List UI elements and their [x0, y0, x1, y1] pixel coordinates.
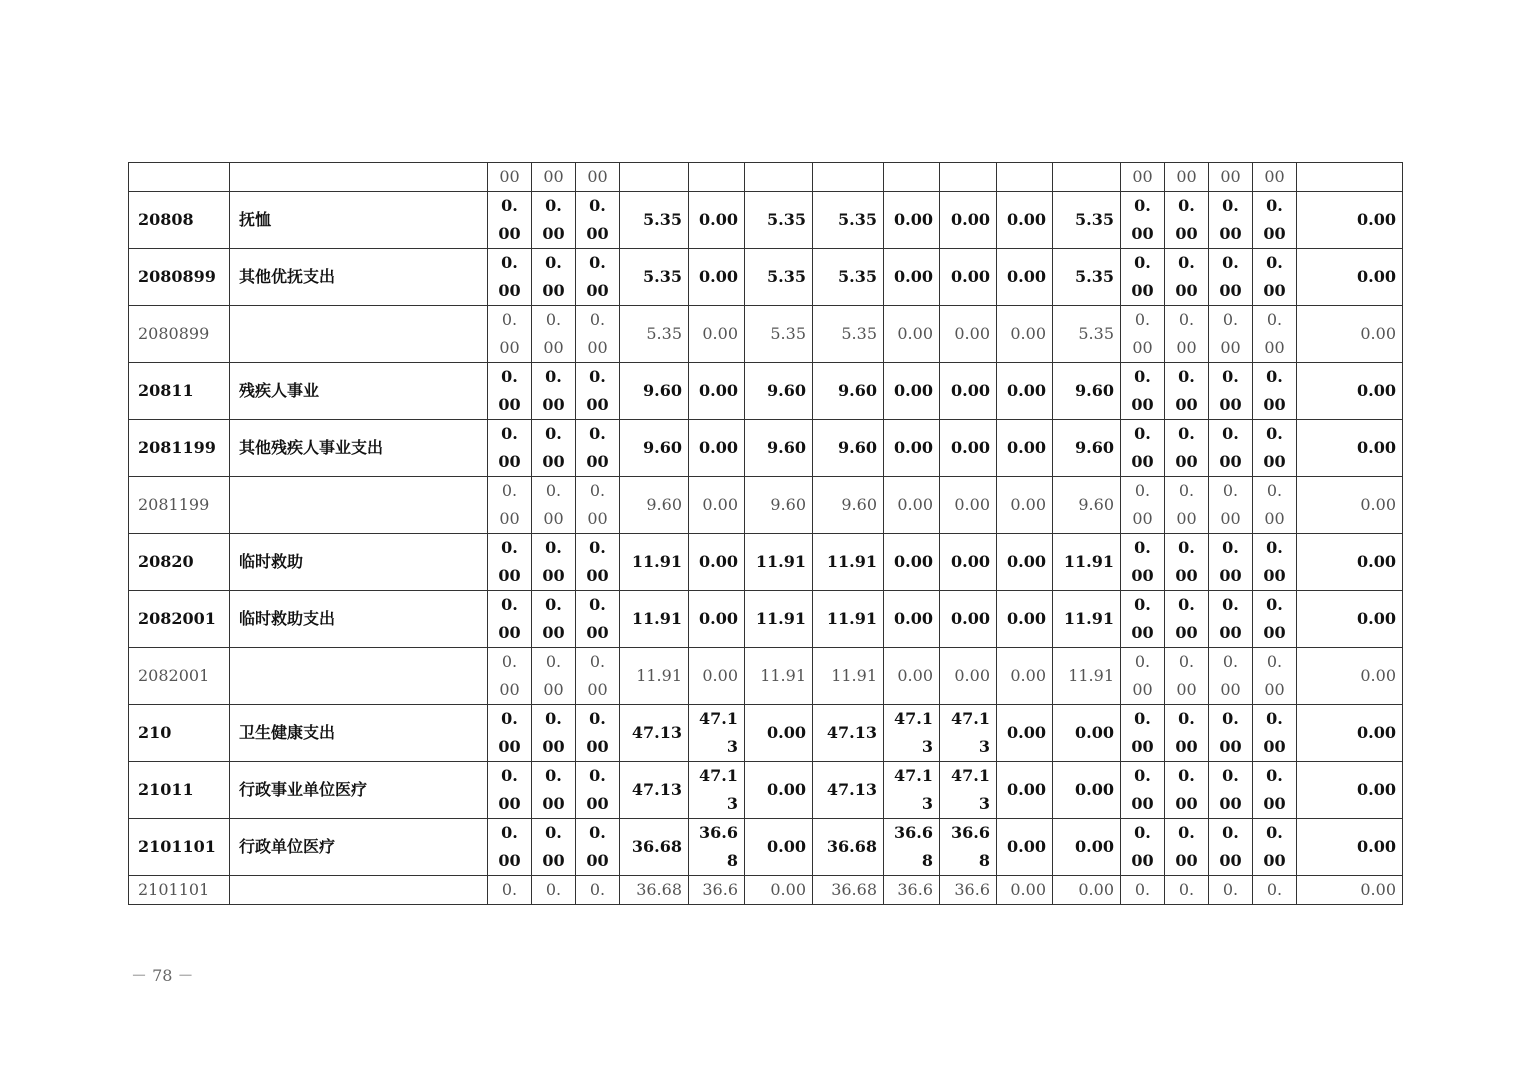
cell-value: 0. 00: [1165, 477, 1209, 534]
cell-value: 5.35: [620, 192, 689, 249]
cell-value: 0.00: [1297, 819, 1403, 876]
cell-value: 0. 00: [576, 762, 620, 819]
cell-value: 0. 00: [1121, 648, 1165, 705]
cell-value: 0. 00: [1121, 705, 1165, 762]
cell-value: 0. 00: [532, 306, 576, 363]
cell-value: 0. 00: [532, 534, 576, 591]
cell-value: 47.1 3: [884, 762, 940, 819]
cell-value: 47.13: [620, 762, 689, 819]
cell-value: 0.00: [1297, 762, 1403, 819]
cell-value: 0.00: [884, 477, 940, 534]
cell-value: 5.35: [1053, 192, 1121, 249]
cell-code: 20811: [129, 363, 230, 420]
table-row: [129, 819, 1403, 876]
cell-value: 0. 00: [1121, 306, 1165, 363]
cell-value: 0.00: [884, 192, 940, 249]
cell-value: 5.35: [620, 306, 689, 363]
table-row: [129, 705, 1403, 762]
cell-value: 0. 00: [1121, 249, 1165, 306]
cell-value: 0. 00: [1165, 705, 1209, 762]
cell-value: 0.00: [997, 363, 1053, 420]
cell-value: 0.00: [1297, 192, 1403, 249]
cell-value: [620, 163, 689, 192]
cell-value: 0. 00: [488, 705, 532, 762]
cell-value: 0. 00: [488, 306, 532, 363]
cell-value: [813, 163, 884, 192]
cell-value: 11.91: [813, 591, 884, 648]
cell-value: 11.91: [1053, 591, 1121, 648]
cell-value: 36.6: [689, 876, 745, 905]
cell-value: 0. 00: [1253, 192, 1297, 249]
cell-value: 0.00: [689, 420, 745, 477]
cell-code: 21011: [129, 762, 230, 819]
cell-value: 0. 00: [488, 648, 532, 705]
cell-value: 0. 00: [532, 420, 576, 477]
cell-value: 0.00: [1053, 819, 1121, 876]
cell-value: 0.00: [1297, 420, 1403, 477]
cell-value: 0. 00: [1165, 363, 1209, 420]
cell-value: 0.00: [997, 705, 1053, 762]
cell-value: 5.35: [813, 306, 884, 363]
cell-value: 5.35: [813, 192, 884, 249]
cell-value: 0. 00: [1253, 648, 1297, 705]
cell-value: 0. 00: [1165, 648, 1209, 705]
cell-value: 0.00: [997, 306, 1053, 363]
cell-code: 2082001: [129, 648, 230, 705]
cell-value: 36.68: [620, 876, 689, 905]
cell-value: 11.91: [620, 648, 689, 705]
cell-value: 0. 00: [576, 363, 620, 420]
table-row: [129, 648, 1403, 705]
cell-value: 0.00: [1297, 363, 1403, 420]
cell-value: 0.00: [689, 192, 745, 249]
cell-value: 0.00: [689, 306, 745, 363]
cell-value: [940, 163, 997, 192]
cell-value: 36.6: [940, 876, 997, 905]
cell-value: 47.1 3: [689, 705, 745, 762]
cell-value: 00: [532, 163, 576, 192]
cell-value: 0.00: [1297, 648, 1403, 705]
cell-value: 0. 00: [1253, 762, 1297, 819]
cell-value: 5.35: [620, 249, 689, 306]
cell-value: 0.00: [1297, 534, 1403, 591]
cell-value: 0.00: [940, 192, 997, 249]
cell-value: 0.: [1209, 876, 1253, 905]
cell-code: 20820: [129, 534, 230, 591]
cell-value: 0. 00: [1209, 534, 1253, 591]
cell-value: 0. 00: [576, 249, 620, 306]
cell-value: 11.91: [620, 534, 689, 591]
cell-value: 0. 00: [532, 762, 576, 819]
cell-value: 0. 00: [1209, 306, 1253, 363]
cell-value: 47.13: [813, 762, 884, 819]
cell-value: 0. 00: [532, 363, 576, 420]
cell-value: 0. 00: [488, 477, 532, 534]
cell-value: 0. 00: [1165, 819, 1209, 876]
cell-value: 0. 00: [488, 534, 532, 591]
cell-value: 36.6 8: [940, 819, 997, 876]
cell-value: 0.: [576, 876, 620, 905]
cell-value: [745, 163, 813, 192]
cell-value: 0.00: [1297, 705, 1403, 762]
cell-value: 0. 00: [1253, 477, 1297, 534]
cell-code: 2081199: [129, 420, 230, 477]
cell-value: 0.: [1121, 876, 1165, 905]
cell-value: 9.60: [813, 420, 884, 477]
cell-value: 0. 00: [532, 249, 576, 306]
cell-value: 0. 00: [1121, 420, 1165, 477]
cell-value: 0.: [1253, 876, 1297, 905]
cell-name: 其他优抚支出: [230, 249, 488, 306]
cell-value: 0. 00: [1253, 705, 1297, 762]
cell-value: 11.91: [745, 534, 813, 591]
cell-value: 9.60: [620, 477, 689, 534]
cell-name: 抚恤: [230, 192, 488, 249]
cell-value: 9.60: [1053, 363, 1121, 420]
cell-value: 9.60: [1053, 420, 1121, 477]
cell-value: 9.60: [620, 420, 689, 477]
cell-value: 0.00: [884, 591, 940, 648]
table-row: [129, 420, 1403, 477]
cell-value: 5.35: [1053, 249, 1121, 306]
cell-value: 00: [488, 163, 532, 192]
cell-value: 36.68: [813, 876, 884, 905]
cell-value: 0.00: [745, 876, 813, 905]
cell-value: 0.00: [997, 534, 1053, 591]
cell-value: 0.00: [940, 420, 997, 477]
cell-value: 0. 00: [1165, 591, 1209, 648]
cell-value: 00: [1209, 163, 1253, 192]
cell-value: 36.68: [813, 819, 884, 876]
cell-value: 00: [1165, 163, 1209, 192]
cell-value: 0. 00: [576, 477, 620, 534]
cell-value: 0.00: [689, 534, 745, 591]
cell-value: 0. 00: [1165, 420, 1209, 477]
cell-value: 0. 00: [488, 591, 532, 648]
cell-value: 0.00: [689, 363, 745, 420]
cell-value: 0. 00: [532, 648, 576, 705]
cell-value: 0. 00: [488, 249, 532, 306]
cell-value: 47.1 3: [940, 705, 997, 762]
cell-value: 0.00: [884, 363, 940, 420]
cell-value: 0. 00: [1121, 363, 1165, 420]
cell-value: 0. 00: [1253, 420, 1297, 477]
cell-value: 0.00: [1297, 876, 1403, 905]
cell-value: [884, 163, 940, 192]
cell-value: [1297, 163, 1403, 192]
cell-value: 0. 00: [576, 591, 620, 648]
cell-value: 0.00: [1297, 591, 1403, 648]
cell-value: 0. 00: [488, 819, 532, 876]
cell-value: 0.00: [997, 876, 1053, 905]
cell-value: 0. 00: [532, 192, 576, 249]
cell-value: 0.: [532, 876, 576, 905]
cell-value: 0.00: [940, 648, 997, 705]
cell-value: 0. 00: [1209, 192, 1253, 249]
table-row: [129, 306, 1403, 363]
cell-value: 0. 00: [1209, 477, 1253, 534]
cell-value: 0.00: [940, 306, 997, 363]
cell-value: 0. 00: [1253, 819, 1297, 876]
cell-value: 0. 00: [576, 420, 620, 477]
cell-name: 临时救助: [230, 534, 488, 591]
cell-value: 0. 00: [532, 819, 576, 876]
cell-value: 11.91: [745, 591, 813, 648]
cell-value: 0. 00: [1165, 762, 1209, 819]
cell-value: 0. 00: [532, 477, 576, 534]
cell-value: 0. 00: [576, 819, 620, 876]
cell-name: 临时救助支出: [230, 591, 488, 648]
cell-value: 0. 00: [1253, 591, 1297, 648]
table-row: [129, 192, 1403, 249]
cell-value: 47.1 3: [689, 762, 745, 819]
cell-value: 00: [1121, 163, 1165, 192]
cell-code: 20808: [129, 192, 230, 249]
cell-value: 0. 00: [1209, 762, 1253, 819]
cell-value: 0. 00: [576, 192, 620, 249]
table-row: [129, 477, 1403, 534]
cell-value: 0. 00: [1121, 477, 1165, 534]
cell-value: 0.00: [884, 420, 940, 477]
cell-value: 47.1 3: [940, 762, 997, 819]
cell-value: 0.: [488, 876, 532, 905]
cell-value: 0.00: [940, 249, 997, 306]
cell-value: 0. 00: [576, 705, 620, 762]
cell-value: 0.00: [997, 762, 1053, 819]
cell-name: 残疾人事业: [230, 363, 488, 420]
cell-name: [230, 163, 488, 192]
cell-value: 0.00: [940, 591, 997, 648]
cell-value: 0. 00: [488, 192, 532, 249]
cell-value: [997, 163, 1053, 192]
cell-name: 卫生健康支出: [230, 705, 488, 762]
cell-value: 0.00: [940, 477, 997, 534]
cell-value: 0. 00: [1209, 249, 1253, 306]
cell-code: 2082001: [129, 591, 230, 648]
cell-value: 0. 00: [532, 591, 576, 648]
cell-value: 5.35: [745, 192, 813, 249]
cell-value: 0. 00: [1253, 249, 1297, 306]
cell-value: 0. 00: [1253, 534, 1297, 591]
cell-value: 47.1 3: [884, 705, 940, 762]
cell-value: 0.00: [940, 534, 997, 591]
budget-table: [128, 162, 1403, 905]
table-row: [129, 762, 1403, 819]
cell-value: 0. 00: [1209, 819, 1253, 876]
cell-value: 0.00: [1053, 705, 1121, 762]
cell-value: 0. 00: [1165, 192, 1209, 249]
cell-value: 47.13: [620, 705, 689, 762]
cell-value: 0.00: [884, 306, 940, 363]
cell-value: 11.91: [1053, 534, 1121, 591]
cell-value: 0. 00: [576, 534, 620, 591]
cell-value: 0. 00: [1209, 591, 1253, 648]
cell-code: 2081199: [129, 477, 230, 534]
cell-value: 0.00: [689, 648, 745, 705]
cell-value: 11.91: [813, 534, 884, 591]
cell-value: 5.35: [1053, 306, 1121, 363]
cell-name: [230, 477, 488, 534]
cell-value: 0.00: [884, 249, 940, 306]
cell-value: 0.00: [1053, 762, 1121, 819]
cell-name: 其他残疾人事业支出: [230, 420, 488, 477]
cell-value: 0. 00: [1165, 306, 1209, 363]
cell-value: 5.35: [745, 249, 813, 306]
table-row: [129, 876, 1403, 905]
cell-value: 00: [1253, 163, 1297, 192]
cell-name: 行政事业单位医疗: [230, 762, 488, 819]
cell-value: 0.00: [745, 762, 813, 819]
cell-value: 9.60: [813, 477, 884, 534]
cell-code: 2101101: [129, 819, 230, 876]
cell-value: 0. 00: [1121, 534, 1165, 591]
cell-name: [230, 876, 488, 905]
cell-value: 9.60: [620, 363, 689, 420]
cell-value: 0.00: [997, 477, 1053, 534]
cell-value: 5.35: [745, 306, 813, 363]
table-row: [129, 249, 1403, 306]
cell-value: 47.13: [813, 705, 884, 762]
cell-value: 9.60: [1053, 477, 1121, 534]
cell-value: 0. 00: [1253, 363, 1297, 420]
cell-value: 0.00: [1297, 306, 1403, 363]
cell-value: 0.00: [1297, 249, 1403, 306]
cell-value: 0.00: [997, 249, 1053, 306]
cell-value: 0.00: [997, 591, 1053, 648]
cell-name: [230, 306, 488, 363]
cell-code: [129, 163, 230, 192]
cell-value: 0. 00: [1253, 306, 1297, 363]
cell-value: 0.00: [940, 363, 997, 420]
cell-code: 2080899: [129, 306, 230, 363]
cell-value: 11.91: [813, 648, 884, 705]
cell-value: 0.00: [1053, 876, 1121, 905]
cell-value: 0.00: [997, 648, 1053, 705]
table-row: [129, 363, 1403, 420]
table-row: [129, 163, 1403, 192]
cell-value: [1053, 163, 1121, 192]
cell-value: 0.00: [997, 819, 1053, 876]
cell-value: 36.6 8: [884, 819, 940, 876]
cell-value: 9.60: [745, 477, 813, 534]
cell-value: 0. 00: [1209, 705, 1253, 762]
cell-value: 00: [576, 163, 620, 192]
cell-value: 0.00: [689, 477, 745, 534]
cell-value: 0.00: [689, 591, 745, 648]
cell-value: 11.91: [620, 591, 689, 648]
cell-value: 0.00: [884, 648, 940, 705]
cell-value: 0. 00: [1165, 534, 1209, 591]
cell-value: 0.00: [1297, 477, 1403, 534]
cell-value: 0. 00: [1209, 363, 1253, 420]
cell-code: 210: [129, 705, 230, 762]
cell-value: 0. 00: [488, 762, 532, 819]
cell-value: 0.00: [997, 192, 1053, 249]
cell-value: 11.91: [1053, 648, 1121, 705]
cell-value: 9.60: [813, 363, 884, 420]
cell-value: 9.60: [745, 420, 813, 477]
page-number: － 78 －: [131, 966, 194, 985]
cell-value: 0. 00: [576, 648, 620, 705]
cell-value: 0.00: [884, 534, 940, 591]
cell-value: 0. 00: [1209, 420, 1253, 477]
cell-value: 0. 00: [1121, 591, 1165, 648]
cell-value: 0.00: [745, 705, 813, 762]
cell-value: 0. 00: [1209, 648, 1253, 705]
cell-code: 2101101: [129, 876, 230, 905]
cell-value: 0.00: [745, 819, 813, 876]
cell-value: 0.00: [997, 420, 1053, 477]
cell-value: 0.00: [689, 249, 745, 306]
cell-value: 0. 00: [1121, 192, 1165, 249]
cell-value: 0. 00: [576, 306, 620, 363]
cell-name: 行政单位医疗: [230, 819, 488, 876]
cell-value: [689, 163, 745, 192]
cell-value: 0. 00: [532, 705, 576, 762]
cell-value: 0. 00: [1121, 819, 1165, 876]
cell-value: 0. 00: [488, 363, 532, 420]
cell-value: 0. 00: [1165, 249, 1209, 306]
cell-value: 9.60: [745, 363, 813, 420]
cell-value: 36.6: [884, 876, 940, 905]
cell-value: 0. 00: [1121, 762, 1165, 819]
table-row: [129, 534, 1403, 591]
table-row: [129, 591, 1403, 648]
cell-value: 11.91: [745, 648, 813, 705]
cell-value: 0. 00: [488, 420, 532, 477]
cell-code: 2080899: [129, 249, 230, 306]
cell-name: [230, 648, 488, 705]
cell-value: 36.6 8: [689, 819, 745, 876]
cell-value: 5.35: [813, 249, 884, 306]
cell-value: 36.68: [620, 819, 689, 876]
cell-value: 0.: [1165, 876, 1209, 905]
